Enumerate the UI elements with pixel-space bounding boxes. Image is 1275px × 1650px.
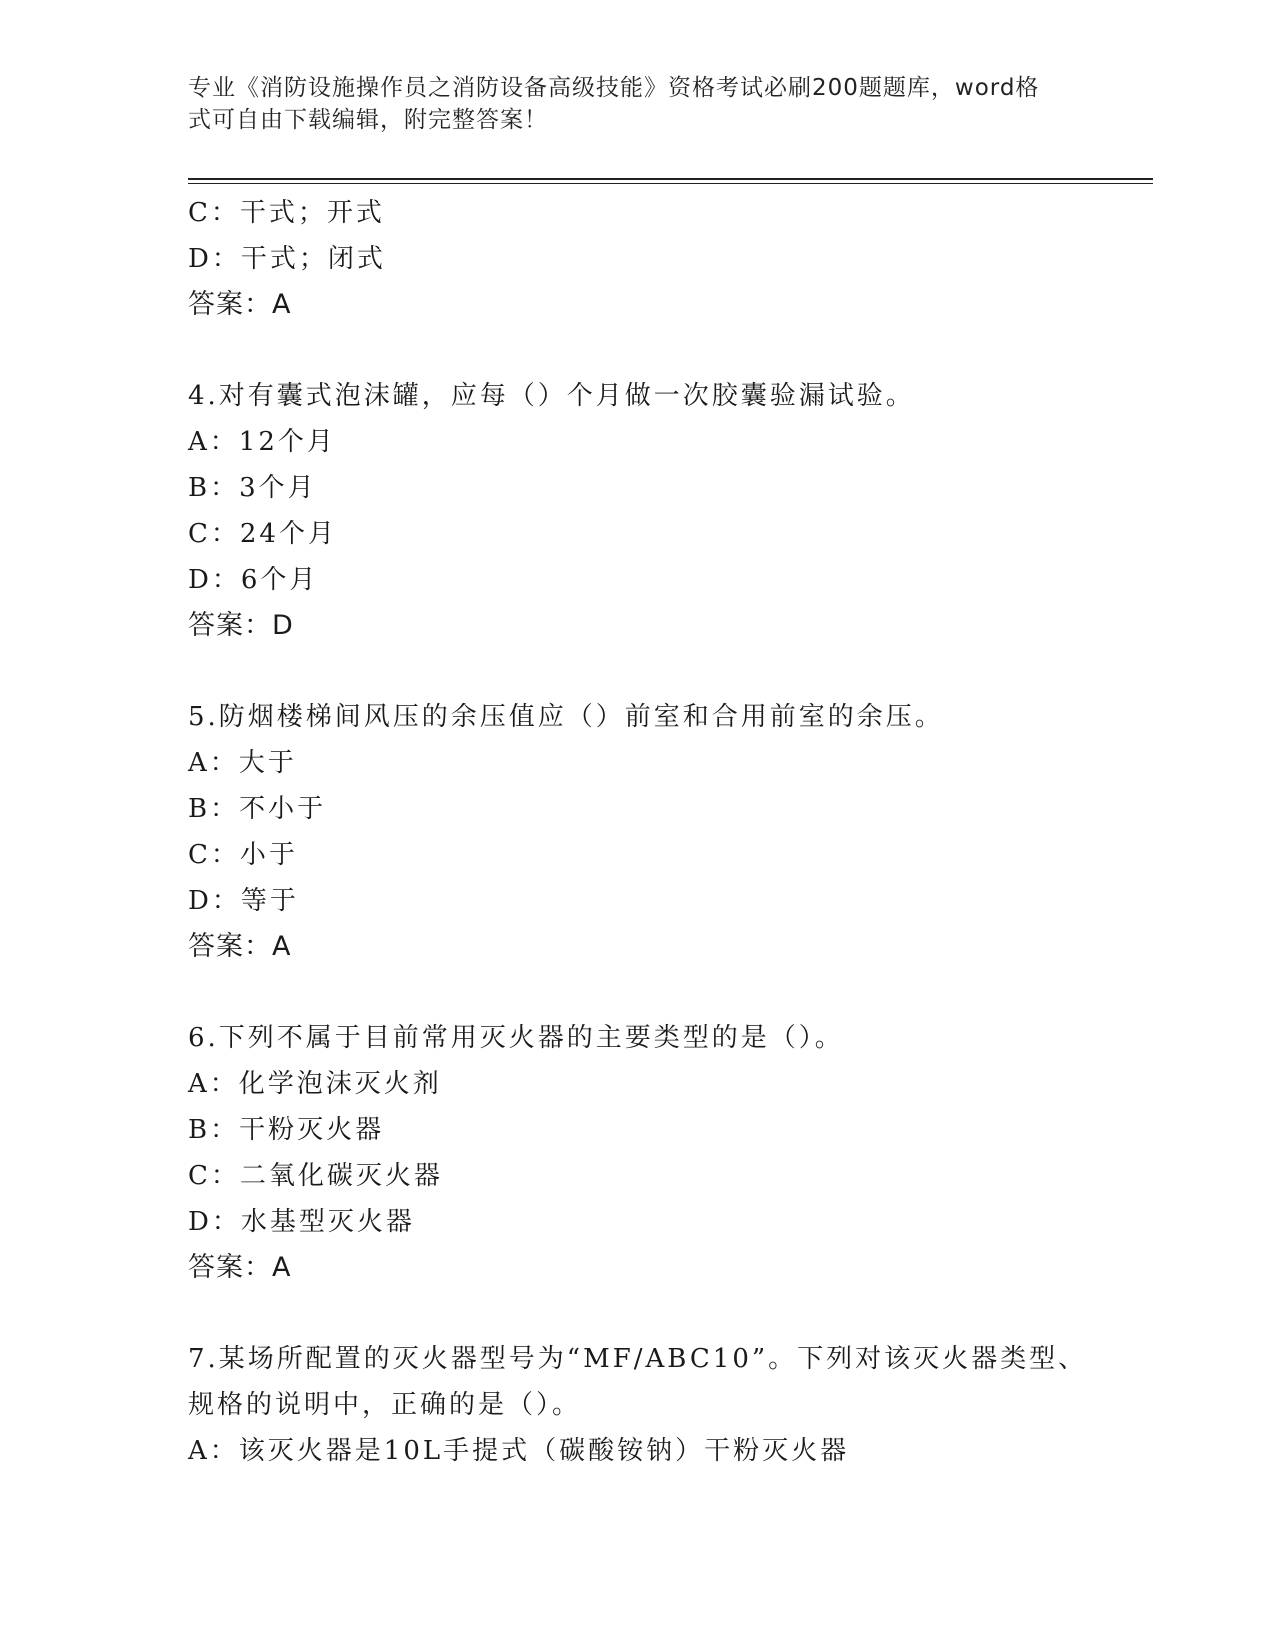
option-a: A：化学泡沫灭火剂 bbox=[188, 1069, 442, 1099]
answer-line: 答案：A bbox=[188, 931, 292, 962]
option-c: C：干式；开式 bbox=[188, 198, 385, 228]
option-b: B：干粉灭火器 bbox=[188, 1115, 385, 1145]
header-line-1: 专业《消防设施操作员之消防设备高级技能》资格考试必刷200题题库，word格 bbox=[188, 75, 1040, 101]
question-stem: 5.防烟楼梯间风压的余压值应（）前室和合用前室的余压。 bbox=[188, 702, 944, 732]
question-4 bbox=[188, 373, 1153, 649]
option-d: D：6个月 bbox=[188, 565, 319, 595]
question-stem-line-2: 规格的说明中，正确的是（）。 bbox=[188, 1390, 582, 1420]
spacer bbox=[188, 970, 1153, 1015]
option-c: C：24个月 bbox=[188, 519, 337, 549]
option-b: B：3个月 bbox=[188, 473, 317, 503]
option-d: D：等于 bbox=[188, 886, 299, 916]
spacer bbox=[188, 649, 1153, 694]
answer-line: 答案：D bbox=[188, 610, 294, 641]
header-divider-thin bbox=[188, 183, 1153, 184]
question-3-partial bbox=[188, 190, 1153, 328]
answer-line: 答案：A bbox=[188, 1252, 292, 1283]
page-header bbox=[188, 72, 1068, 136]
header-divider-thick bbox=[188, 178, 1153, 180]
header-line-2: 式可自由下载编辑，附完整答案！ bbox=[188, 107, 548, 133]
question-stem: 4.对有囊式泡沫罐，应每（）个月做一次胶囊验漏试验。 bbox=[188, 381, 915, 411]
answer-line: 答案：A bbox=[188, 289, 292, 320]
option-d: D：水基型灭火器 bbox=[188, 1207, 415, 1237]
question-7 bbox=[188, 1336, 1153, 1474]
option-d: D：干式；闭式 bbox=[188, 244, 386, 274]
option-c: C：二氧化碳灭火器 bbox=[188, 1161, 443, 1191]
question-list bbox=[188, 190, 1153, 1474]
option-b: B：不小于 bbox=[188, 794, 327, 824]
spacer bbox=[188, 328, 1153, 373]
question-6 bbox=[188, 1015, 1153, 1291]
question-5 bbox=[188, 694, 1153, 970]
option-c: C：小于 bbox=[188, 840, 298, 870]
option-a: A：12个月 bbox=[188, 427, 336, 457]
option-a: A：大于 bbox=[188, 748, 297, 778]
option-a: A：该灭火器是10L手提式（碳酸铵钠）干粉灭火器 bbox=[188, 1436, 850, 1466]
question-stem: 6.下列不属于目前常用灭火器的主要类型的是（）。 bbox=[188, 1023, 844, 1053]
spacer bbox=[188, 1291, 1153, 1336]
question-stem-line-1: 7.某场所配置的灭火器型号为“MF/ABC10”。下列对该灭火器类型、 bbox=[188, 1344, 1088, 1374]
